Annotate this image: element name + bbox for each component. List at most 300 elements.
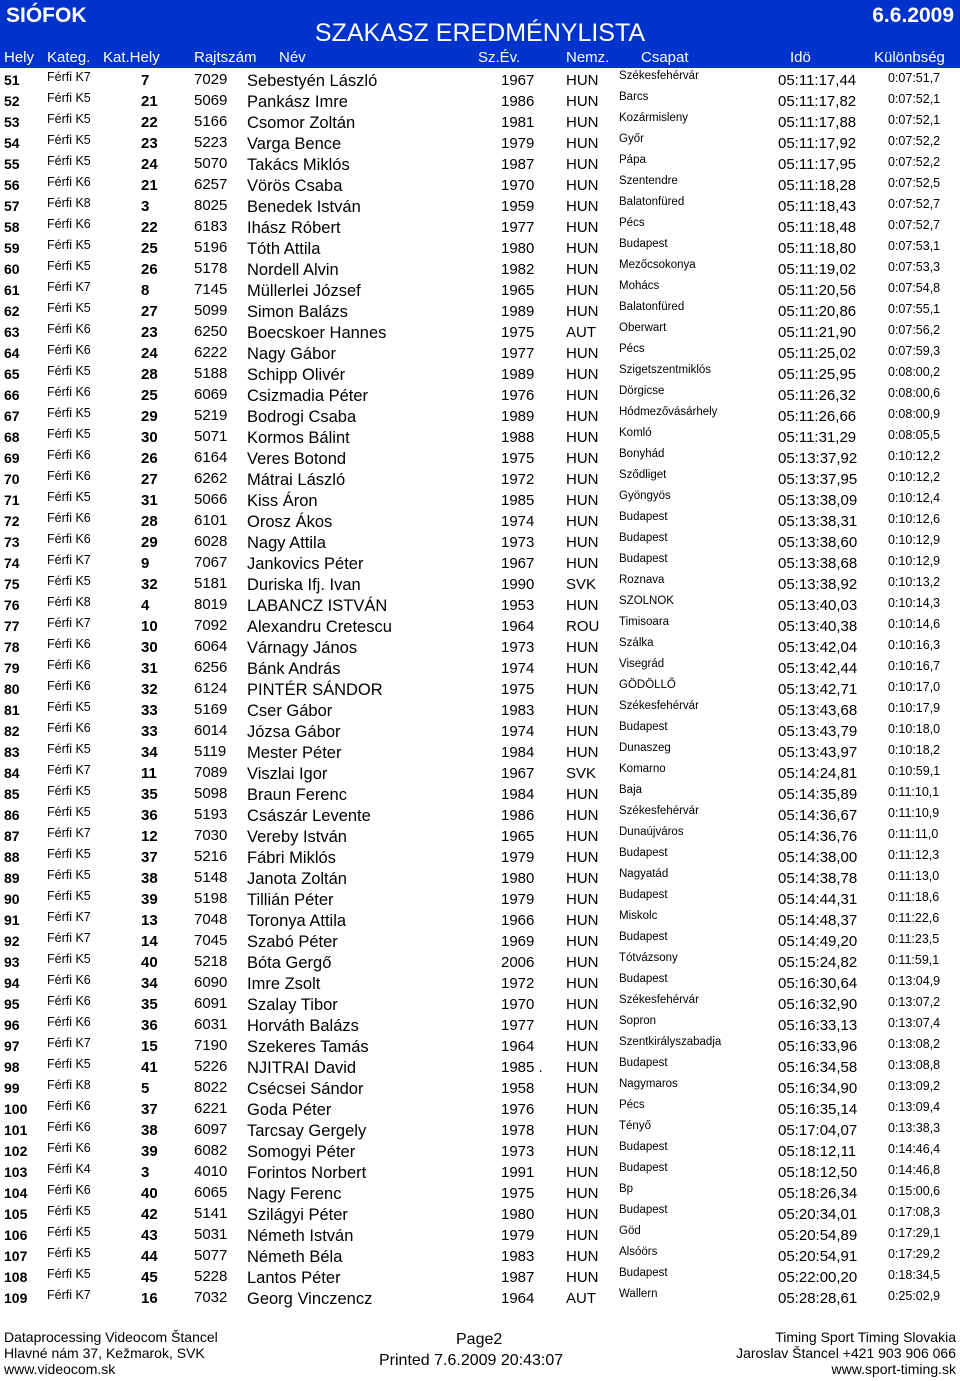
cell-kathely: 33 bbox=[141, 723, 158, 740]
cell-szev: 1973 bbox=[501, 534, 535, 551]
cell-nev: Cser Gábor bbox=[247, 702, 333, 720]
cell-kateg: Férfi K8 bbox=[47, 1078, 91, 1092]
cell-kateg: Férfi K5 bbox=[47, 364, 91, 378]
cell-ido: 05:13:38,92 bbox=[778, 576, 858, 593]
cell-nev: Németh István bbox=[247, 1227, 354, 1245]
cell-kateg: Férfi K6 bbox=[47, 679, 91, 693]
cell-csapat: Budapest bbox=[619, 553, 668, 565]
cell-rajtszam: 5193 bbox=[194, 806, 228, 823]
cell-rajtszam: 5166 bbox=[194, 113, 228, 130]
cell-kateg: Férfi K6 bbox=[47, 1120, 91, 1134]
cell-nemz: HUN bbox=[566, 534, 599, 551]
cell-csapat: Balatonfüred bbox=[619, 301, 685, 313]
cell-kulonbseg: 0:17:29,1 bbox=[888, 1226, 941, 1240]
cell-rajtszam: 8022 bbox=[194, 1079, 228, 1096]
cell-nemz: HUN bbox=[566, 135, 599, 152]
table-row bbox=[0, 1118, 960, 1139]
cell-hely: 99 bbox=[4, 1080, 20, 1096]
cell-kathely: 43 bbox=[141, 1227, 158, 1244]
cell-hely: 103 bbox=[4, 1164, 28, 1180]
event-place: SIÓFOK bbox=[6, 4, 87, 27]
cell-csapat: Székesfehérvár bbox=[619, 805, 699, 817]
cell-kulonbseg: 0:13:09,2 bbox=[888, 1079, 941, 1093]
cell-kathely: 23 bbox=[141, 135, 158, 152]
cell-rajtszam: 5188 bbox=[194, 365, 228, 382]
cell-kathely: 24 bbox=[141, 345, 158, 362]
cell-ido: 05:11:17,92 bbox=[778, 135, 857, 152]
cell-rajtszam: 7029 bbox=[194, 71, 228, 88]
cell-kathely: 37 bbox=[141, 849, 158, 866]
cell-rajtszam: 5178 bbox=[194, 260, 228, 277]
cell-kathely: 25 bbox=[141, 240, 158, 257]
cell-nev: Müllerlei József bbox=[247, 282, 361, 300]
cell-rajtszam: 6028 bbox=[194, 533, 228, 550]
cell-kulonbseg: 0:10:12,9 bbox=[888, 533, 941, 547]
cell-kathely: 28 bbox=[141, 366, 158, 383]
col-nev: Név bbox=[279, 49, 306, 66]
cell-csapat: Bonyhád bbox=[619, 448, 665, 460]
cell-kathely: 30 bbox=[141, 429, 158, 446]
cell-rajtszam: 6221 bbox=[194, 1100, 228, 1117]
cell-nev: Tóth Attila bbox=[247, 240, 321, 258]
cell-nemz: HUN bbox=[566, 702, 599, 719]
cell-szev: 1981 bbox=[501, 114, 535, 131]
cell-nemz: HUN bbox=[566, 492, 599, 509]
cell-nemz: HUN bbox=[566, 1059, 599, 1076]
table-row bbox=[0, 971, 960, 992]
cell-kulonbseg: 0:07:52,7 bbox=[888, 197, 941, 211]
results-header bbox=[0, 0, 960, 68]
cell-kathely: 3 bbox=[141, 198, 150, 215]
cell-nemz: HUN bbox=[566, 954, 599, 971]
cell-csapat: Dörgicse bbox=[619, 385, 665, 397]
table-row bbox=[0, 1097, 960, 1118]
cell-nev: Császár Levente bbox=[247, 807, 371, 825]
table-row bbox=[0, 1055, 960, 1076]
cell-rajtszam: 5228 bbox=[194, 1268, 228, 1285]
cell-kathely: 4 bbox=[141, 597, 150, 614]
table-row bbox=[0, 761, 960, 782]
cell-nev: Tarcsay Gergely bbox=[247, 1122, 367, 1140]
table-row bbox=[0, 404, 960, 425]
cell-nev: Simon Balázs bbox=[247, 303, 348, 321]
cell-kathely: 22 bbox=[141, 114, 158, 131]
cell-kulonbseg: 0:08:05,5 bbox=[888, 428, 941, 442]
cell-kulonbseg: 0:13:08,8 bbox=[888, 1058, 941, 1072]
cell-ido: 05:13:38,09 bbox=[778, 492, 858, 509]
cell-szev: 1969 bbox=[501, 933, 535, 950]
cell-csapat: Komló bbox=[619, 427, 652, 439]
cell-nemz: HUN bbox=[566, 282, 599, 299]
cell-kulonbseg: 0:18:34,5 bbox=[888, 1268, 941, 1282]
cell-ido: 05:11:18,80 bbox=[778, 240, 857, 257]
cell-hely: 76 bbox=[4, 597, 20, 613]
cell-nemz: HUN bbox=[566, 177, 599, 194]
cell-rajtszam: 6091 bbox=[194, 995, 228, 1012]
cell-csapat: Dunaújváros bbox=[619, 826, 684, 838]
cell-ido: 05:13:43,97 bbox=[778, 744, 858, 761]
cell-kateg: Férfi K6 bbox=[47, 1141, 91, 1155]
cell-csapat: GÖDÖLLŐ bbox=[619, 679, 676, 691]
cell-szev: 1987 bbox=[501, 156, 535, 173]
cell-ido: 05:11:17,88 bbox=[778, 114, 857, 131]
cell-nev: Csizmadia Péter bbox=[247, 387, 369, 405]
cell-kateg: Férfi K6 bbox=[47, 343, 91, 357]
cell-szev: 1974 bbox=[501, 660, 535, 677]
cell-szev: 1986 bbox=[501, 807, 535, 824]
cell-ido: 05:11:20,56 bbox=[778, 282, 857, 299]
cell-rajtszam: 5099 bbox=[194, 302, 228, 319]
cell-nev: Bánk András bbox=[247, 660, 341, 678]
cell-kathely: 22 bbox=[141, 219, 158, 236]
cell-ido: 05:11:25,95 bbox=[778, 366, 857, 383]
cell-szev: 1989 bbox=[501, 366, 535, 383]
cell-szev: 1980 bbox=[501, 240, 535, 257]
cell-szev: 1983 bbox=[501, 702, 535, 719]
cell-nev: Fábri Miklós bbox=[247, 849, 336, 867]
cell-hely: 93 bbox=[4, 954, 20, 970]
table-row bbox=[0, 257, 960, 278]
col-nemz: Nemz. bbox=[566, 49, 610, 66]
table-row bbox=[0, 1244, 960, 1265]
cell-kateg: Férfi K8 bbox=[47, 595, 91, 609]
cell-kateg: Férfi K6 bbox=[47, 973, 91, 987]
cell-hely: 106 bbox=[4, 1227, 28, 1243]
cell-kathely: 30 bbox=[141, 639, 158, 656]
cell-ido: 05:28:28,61 bbox=[778, 1290, 858, 1307]
cell-nev: Kiss Áron bbox=[247, 492, 318, 510]
cell-hely: 52 bbox=[4, 93, 20, 109]
cell-ido: 05:11:31,29 bbox=[778, 429, 857, 446]
footer-website-right[interactable]: www.sport-timing.sk bbox=[831, 1361, 956, 1377]
cell-kathely: 26 bbox=[141, 261, 158, 278]
cell-kateg: Férfi K7 bbox=[47, 1036, 91, 1050]
cell-szev: 1973 bbox=[501, 1143, 535, 1160]
cell-hely: 91 bbox=[4, 912, 20, 928]
cell-kulonbseg: 0:11:11,0 bbox=[888, 827, 939, 841]
cell-csapat: Budapest bbox=[619, 238, 668, 250]
cell-hely: 64 bbox=[4, 345, 20, 361]
cell-ido: 05:22:00,20 bbox=[778, 1269, 858, 1286]
cell-hely: 96 bbox=[4, 1017, 20, 1033]
cell-nemz: HUN bbox=[566, 219, 599, 236]
cell-hely: 57 bbox=[4, 198, 20, 214]
cell-csapat: Budapest bbox=[619, 973, 668, 985]
cell-kulonbseg: 0:13:04,9 bbox=[888, 974, 941, 988]
cell-szev: 1975 bbox=[501, 450, 535, 467]
cell-ido: 05:11:21,90 bbox=[778, 324, 857, 341]
cell-rajtszam: 5031 bbox=[194, 1226, 228, 1243]
col-szev: Sz.Év. bbox=[478, 49, 521, 66]
cell-nev: Horváth Balázs bbox=[247, 1017, 359, 1035]
cell-nemz: HUN bbox=[566, 1227, 599, 1244]
cell-rajtszam: 6090 bbox=[194, 974, 228, 991]
cell-kateg: Férfi K6 bbox=[47, 322, 91, 336]
cell-hely: 94 bbox=[4, 975, 20, 991]
cell-ido: 05:13:43,68 bbox=[778, 702, 858, 719]
table-row bbox=[0, 887, 960, 908]
cell-nev: Nagy Ferenc bbox=[247, 1185, 342, 1203]
cell-ido: 05:13:42,44 bbox=[778, 660, 858, 677]
cell-kateg: Férfi K7 bbox=[47, 616, 91, 630]
cell-rajtszam: 6014 bbox=[194, 722, 228, 739]
cell-nev: PINTÉR SÁNDOR bbox=[247, 681, 383, 699]
cell-szev: 1974 bbox=[501, 513, 535, 530]
cell-kulonbseg: 0:10:16,3 bbox=[888, 638, 941, 652]
cell-kulonbseg: 0:07:56,2 bbox=[888, 323, 941, 337]
table-row bbox=[0, 1034, 960, 1055]
cell-ido: 05:14:35,89 bbox=[778, 786, 858, 803]
cell-rajtszam: 5141 bbox=[194, 1205, 228, 1222]
col-kulonbseg: Különbség bbox=[874, 49, 945, 66]
cell-nev: Mátrai László bbox=[247, 471, 346, 489]
cell-rajtszam: 6183 bbox=[194, 218, 228, 235]
cell-kateg: Férfi K6 bbox=[47, 994, 91, 1008]
cell-csapat: Budapest bbox=[619, 1141, 668, 1153]
cell-csapat: Budapest bbox=[619, 931, 668, 943]
cell-csapat: Alsóörs bbox=[619, 1246, 658, 1258]
cell-szev: 1987 bbox=[501, 1269, 535, 1286]
cell-ido: 05:16:35,14 bbox=[778, 1101, 858, 1118]
cell-kulonbseg: 0:08:00,6 bbox=[888, 386, 941, 400]
cell-nemz: SVK bbox=[566, 765, 597, 782]
table-row bbox=[0, 131, 960, 152]
cell-ido: 05:17:04,07 bbox=[778, 1122, 858, 1139]
cell-rajtszam: 5226 bbox=[194, 1058, 228, 1075]
col-hely: Hely bbox=[4, 49, 35, 66]
cell-kateg: Férfi K6 bbox=[47, 448, 91, 462]
cell-rajtszam: 6069 bbox=[194, 386, 228, 403]
cell-ido: 05:13:37,95 bbox=[778, 471, 858, 488]
table-row bbox=[0, 89, 960, 110]
cell-szev: 1980 bbox=[501, 1206, 535, 1223]
cell-kathely: 31 bbox=[141, 492, 158, 509]
cell-csapat: Budapest bbox=[619, 511, 668, 523]
cell-kulonbseg: 0:11:13,0 bbox=[888, 869, 940, 883]
cell-nemz: HUN bbox=[566, 870, 599, 887]
cell-szev: 1985 . bbox=[501, 1059, 543, 1076]
cell-rajtszam: 5218 bbox=[194, 953, 228, 970]
table-row bbox=[0, 383, 960, 404]
cell-rajtszam: 6262 bbox=[194, 470, 228, 487]
cell-csapat: Miskolc bbox=[619, 910, 658, 922]
col-ido: Idö bbox=[790, 49, 811, 66]
table-row bbox=[0, 614, 960, 635]
column-header-row bbox=[0, 47, 960, 68]
table-row bbox=[0, 1181, 960, 1202]
cell-kathely: 9 bbox=[141, 555, 150, 572]
cell-kateg: Férfi K6 bbox=[47, 385, 91, 399]
cell-kathely: 29 bbox=[141, 534, 158, 551]
cell-kathely: 26 bbox=[141, 450, 158, 467]
footer-website-left[interactable]: www.videocom.sk bbox=[4, 1361, 116, 1377]
cell-kulonbseg: 0:07:52,2 bbox=[888, 134, 941, 148]
cell-ido: 05:11:20,86 bbox=[778, 303, 857, 320]
cell-ido: 05:16:33,13 bbox=[778, 1017, 858, 1034]
cell-kathely: 40 bbox=[141, 954, 158, 971]
cell-szev: 1984 bbox=[501, 744, 535, 761]
cell-szev: 1964 bbox=[501, 1038, 535, 1055]
cell-kateg: Férfi K5 bbox=[47, 1267, 91, 1281]
cell-ido: 05:20:34,01 bbox=[778, 1206, 858, 1223]
cell-kathely: 34 bbox=[141, 975, 158, 992]
cell-kathely: 32 bbox=[141, 681, 158, 698]
cell-szev: 1967 bbox=[501, 72, 535, 89]
cell-hely: 100 bbox=[4, 1101, 28, 1117]
cell-kateg: Férfi K6 bbox=[47, 1015, 91, 1029]
cell-hely: 72 bbox=[4, 513, 20, 529]
cell-hely: 59 bbox=[4, 240, 20, 256]
cell-kathely: 37 bbox=[141, 1101, 158, 1118]
cell-kulonbseg: 0:07:54,8 bbox=[888, 281, 941, 295]
cell-kateg: Férfi K6 bbox=[47, 637, 91, 651]
cell-szev: 1974 bbox=[501, 723, 535, 740]
cell-szev: 1970 bbox=[501, 177, 535, 194]
cell-kateg: Férfi K5 bbox=[47, 1225, 91, 1239]
cell-nemz: HUN bbox=[566, 1143, 599, 1160]
cell-kathely: 7 bbox=[141, 72, 150, 89]
cell-ido: 05:11:18,28 bbox=[778, 177, 857, 194]
cell-nev: Boecskoer Hannes bbox=[247, 324, 387, 342]
cell-ido: 05:13:38,68 bbox=[778, 555, 858, 572]
cell-ido: 05:16:34,58 bbox=[778, 1059, 858, 1076]
table-row bbox=[0, 299, 960, 320]
cell-kathely: 14 bbox=[141, 933, 158, 950]
cell-nev: Lantos Péter bbox=[247, 1269, 341, 1287]
cell-rajtszam: 5148 bbox=[194, 869, 228, 886]
cell-nemz: ROU bbox=[566, 618, 600, 635]
cell-rajtszam: 5198 bbox=[194, 890, 228, 907]
cell-nemz: HUN bbox=[566, 366, 599, 383]
cell-kateg: Férfi K6 bbox=[47, 217, 91, 231]
cell-szev: 1964 bbox=[501, 1290, 535, 1307]
cell-hely: 74 bbox=[4, 555, 20, 571]
cell-szev: 1988 bbox=[501, 429, 535, 446]
cell-nev: Sebestyén László bbox=[247, 72, 378, 90]
cell-csapat: Pécs bbox=[619, 1099, 645, 1111]
cell-rajtszam: 7067 bbox=[194, 554, 228, 571]
cell-szev: 1979 bbox=[501, 135, 535, 152]
cell-nemz: HUN bbox=[566, 933, 599, 950]
cell-nemz: HUN bbox=[566, 912, 599, 929]
cell-hely: 67 bbox=[4, 408, 20, 424]
cell-kulonbseg: 0:08:00,9 bbox=[888, 407, 941, 421]
cell-csapat: Sopron bbox=[619, 1015, 657, 1027]
table-row bbox=[0, 929, 960, 950]
cell-kulonbseg: 0:14:46,8 bbox=[888, 1163, 941, 1177]
cell-ido: 05:13:37,92 bbox=[778, 450, 858, 467]
cell-kateg: Férfi K5 bbox=[47, 847, 91, 861]
table-row bbox=[0, 1202, 960, 1223]
table-row bbox=[0, 488, 960, 509]
cell-csapat: Pécs bbox=[619, 217, 645, 229]
cell-ido: 05:16:32,90 bbox=[778, 996, 858, 1013]
cell-rajtszam: 6064 bbox=[194, 638, 228, 655]
cell-hely: 65 bbox=[4, 366, 20, 382]
cell-szev: 1972 bbox=[501, 471, 535, 488]
cell-ido: 05:13:42,04 bbox=[778, 639, 858, 656]
table-row bbox=[0, 341, 960, 362]
cell-kulonbseg: 0:10:14,3 bbox=[888, 596, 941, 610]
cell-szev: 1965 bbox=[501, 282, 535, 299]
cell-csapat: Baja bbox=[619, 784, 643, 796]
table-row bbox=[0, 908, 960, 929]
table-row bbox=[0, 1286, 960, 1307]
cell-hely: 97 bbox=[4, 1038, 20, 1054]
cell-szev: 1975 bbox=[501, 681, 535, 698]
table-row bbox=[0, 1139, 960, 1160]
table-row bbox=[0, 173, 960, 194]
cell-hely: 54 bbox=[4, 135, 20, 151]
cell-nemz: HUN bbox=[566, 429, 599, 446]
cell-kathely: 21 bbox=[141, 93, 158, 110]
cell-ido: 05:16:30,64 bbox=[778, 975, 858, 992]
cell-nev: Szekeres Tamás bbox=[247, 1038, 369, 1056]
cell-kathely: 23 bbox=[141, 324, 158, 341]
cell-ido: 05:11:19,02 bbox=[778, 261, 857, 278]
cell-nemz: HUN bbox=[566, 828, 599, 845]
cell-kateg: Férfi K7 bbox=[47, 910, 91, 924]
cell-kulonbseg: 0:10:18,2 bbox=[888, 743, 941, 757]
cell-kateg: Férfi K6 bbox=[47, 1099, 91, 1113]
cell-kateg: Férfi K8 bbox=[47, 196, 91, 210]
cell-kulonbseg: 0:10:12,9 bbox=[888, 554, 941, 568]
cell-hely: 68 bbox=[4, 429, 20, 445]
cell-rajtszam: 5071 bbox=[194, 428, 228, 445]
cell-kateg: Férfi K5 bbox=[47, 133, 91, 147]
cell-rajtszam: 7030 bbox=[194, 827, 228, 844]
cell-kathely: 35 bbox=[141, 996, 158, 1013]
cell-hely: 61 bbox=[4, 282, 20, 298]
cell-kulonbseg: 0:07:59,3 bbox=[888, 344, 941, 358]
cell-hely: 86 bbox=[4, 807, 20, 823]
cell-rajtszam: 5219 bbox=[194, 407, 228, 424]
cell-ido: 05:11:18,48 bbox=[778, 219, 857, 236]
cell-nemz: HUN bbox=[566, 807, 599, 824]
cell-kateg: Férfi K5 bbox=[47, 91, 91, 105]
table-row bbox=[0, 215, 960, 236]
cell-kathely: 15 bbox=[141, 1038, 158, 1055]
cell-kateg: Férfi K5 bbox=[47, 1057, 91, 1071]
cell-hely: 92 bbox=[4, 933, 20, 949]
cell-nev: Csomor Zoltán bbox=[247, 114, 356, 132]
cell-csapat: Göd bbox=[619, 1225, 641, 1237]
cell-kulonbseg: 0:10:17,9 bbox=[888, 701, 941, 715]
col-kateg: Kateg. bbox=[47, 49, 91, 66]
cell-nev: Toronya Attila bbox=[247, 912, 347, 930]
cell-kulonbseg: 0:10:17,0 bbox=[888, 680, 941, 694]
cell-kateg: Férfi K5 bbox=[47, 154, 91, 168]
footer-printed: Printed 7.6.2009 20:43:07 bbox=[379, 1352, 564, 1369]
cell-szev: 1959 bbox=[501, 198, 535, 215]
cell-kulonbseg: 0:11:10,1 bbox=[888, 785, 940, 799]
cell-kulonbseg: 0:25:02,9 bbox=[888, 1289, 941, 1303]
cell-rajtszam: 6097 bbox=[194, 1121, 228, 1138]
cell-nemz: AUT bbox=[566, 324, 596, 341]
cell-kulonbseg: 0:07:55,1 bbox=[888, 302, 941, 316]
table-row bbox=[0, 509, 960, 530]
cell-kathely: 21 bbox=[141, 177, 158, 194]
cell-ido: 05:14:36,67 bbox=[778, 807, 858, 824]
cell-hely: 73 bbox=[4, 534, 20, 550]
cell-ido: 05:13:38,31 bbox=[778, 513, 858, 530]
table-row bbox=[0, 782, 960, 803]
cell-csapat: Hódmezővásárhely bbox=[619, 406, 718, 418]
cell-nev: Józsa Gábor bbox=[247, 723, 341, 741]
cell-ido: 05:11:26,66 bbox=[778, 408, 857, 425]
cell-ido: 05:20:54,89 bbox=[778, 1227, 858, 1244]
footer-company: Dataprocessing Videocom Štancel bbox=[4, 1329, 218, 1345]
